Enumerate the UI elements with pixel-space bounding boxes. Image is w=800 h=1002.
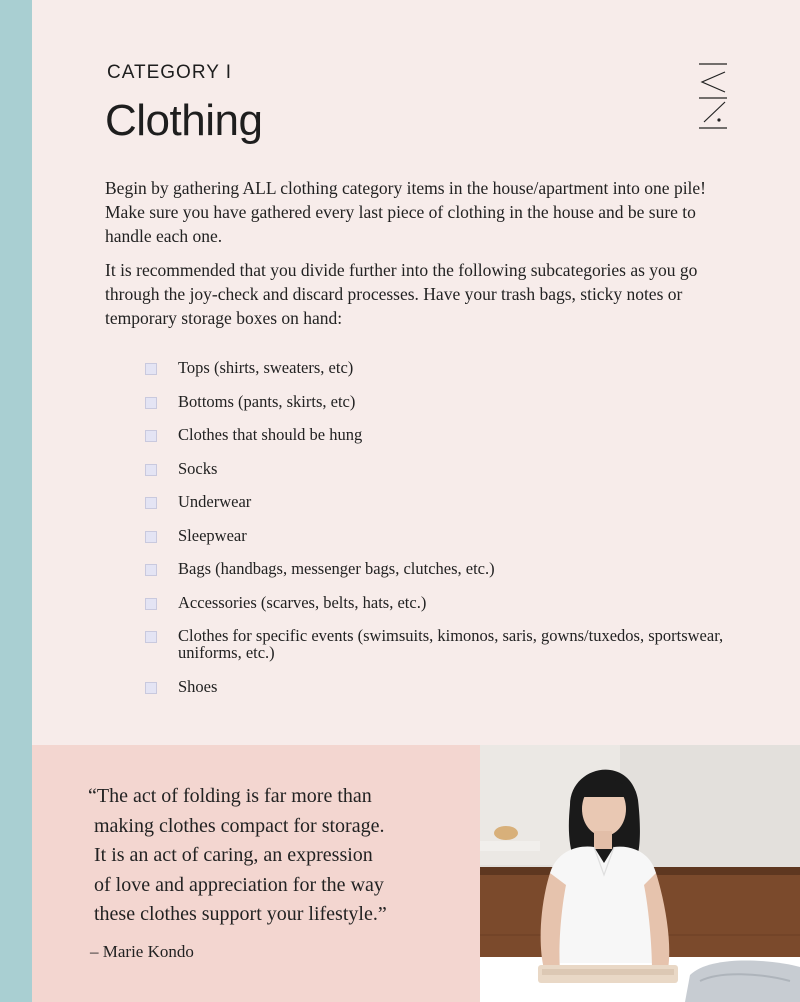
checklist-item-label: Clothes for specific events (swimsuits, kimonos, saris, gowns/tuxedos, sportswear, uniforms, etc.) [178,626,724,662]
checkbox-icon[interactable] [145,631,157,643]
checkbox-icon[interactable] [145,464,157,476]
page-title: Clothing [105,96,263,145]
intro-text [105,176,745,340]
checklist-item-label: Bottoms (pants, skirts, etc) [178,391,356,411]
checklist-item-label: Sleepwear [178,525,247,545]
checklist-item-specific-events[interactable] [145,627,765,661]
checklist-item-shoes[interactable] [145,678,765,695]
folding-clothes-photo [480,745,800,1002]
left-accent-stripe [0,0,32,1002]
checkbox-icon[interactable] [145,497,157,509]
checkbox-icon[interactable] [145,397,157,409]
checkbox-icon[interactable] [145,531,157,543]
checkbox-icon[interactable] [145,564,157,576]
checklist-item-bags[interactable] [145,560,765,577]
checkbox-icon[interactable] [145,363,157,375]
checklist-item-hung-clothes[interactable] [145,426,765,443]
checklist-item-label: Bags (handbags, messenger bags, clutches, etc.) [178,559,495,578]
quote-author: – Marie Kondo [90,942,194,961]
checklist-item-tops[interactable] [145,359,765,376]
intro-paragraph-2: It is recommended that you divide further into the following subcategories as you go through the joy-check and discard processes. Have your trash bags, sticky notes or temporary storage boxes on hand: [105,260,698,328]
checklist-item-socks[interactable] [145,460,765,477]
quote-line: these clothes support your lifestyle.” [94,903,387,925]
category-label: CATEGORY I [107,62,233,83]
intro-paragraph-1: Begin by gathering ALL clothing category items in the house/apartment into one pile! Make sure you have gathered every last piece of clothing in the house and be sure to handle each one. [105,178,707,246]
checklist-item-label: Accessories (scarves, belts, hats, etc.) [178,592,427,612]
checklist-item-accessories[interactable] [145,594,765,611]
checklist-item-label: Underwear [178,492,252,511]
checklist-item-bottoms[interactable] [145,393,765,410]
checklist-item-sleepwear[interactable] [145,527,765,544]
subcategory-checklist [145,359,765,711]
quote-line: “The act of folding is far more than [88,785,372,807]
checkbox-icon[interactable] [145,682,157,694]
checklist-item-label: Tops (shirts, sweaters, etc) [178,358,354,377]
quote-line: of love and appreciation for the way [94,873,384,896]
checklist-item-label: Shoes [178,676,218,696]
konmari-logo-icon [698,62,728,132]
checkbox-icon[interactable] [145,598,157,610]
checkbox-icon[interactable] [145,430,157,442]
checklist-item-underwear[interactable] [145,493,765,510]
checklist-item-label: Socks [178,458,218,478]
quote-line: making clothes compact for storage. [94,814,385,837]
checklist-item-label: Clothes that should be hung [178,425,363,444]
quote-text [88,782,448,930]
quote-line: It is an act of caring, an expression [94,844,373,866]
